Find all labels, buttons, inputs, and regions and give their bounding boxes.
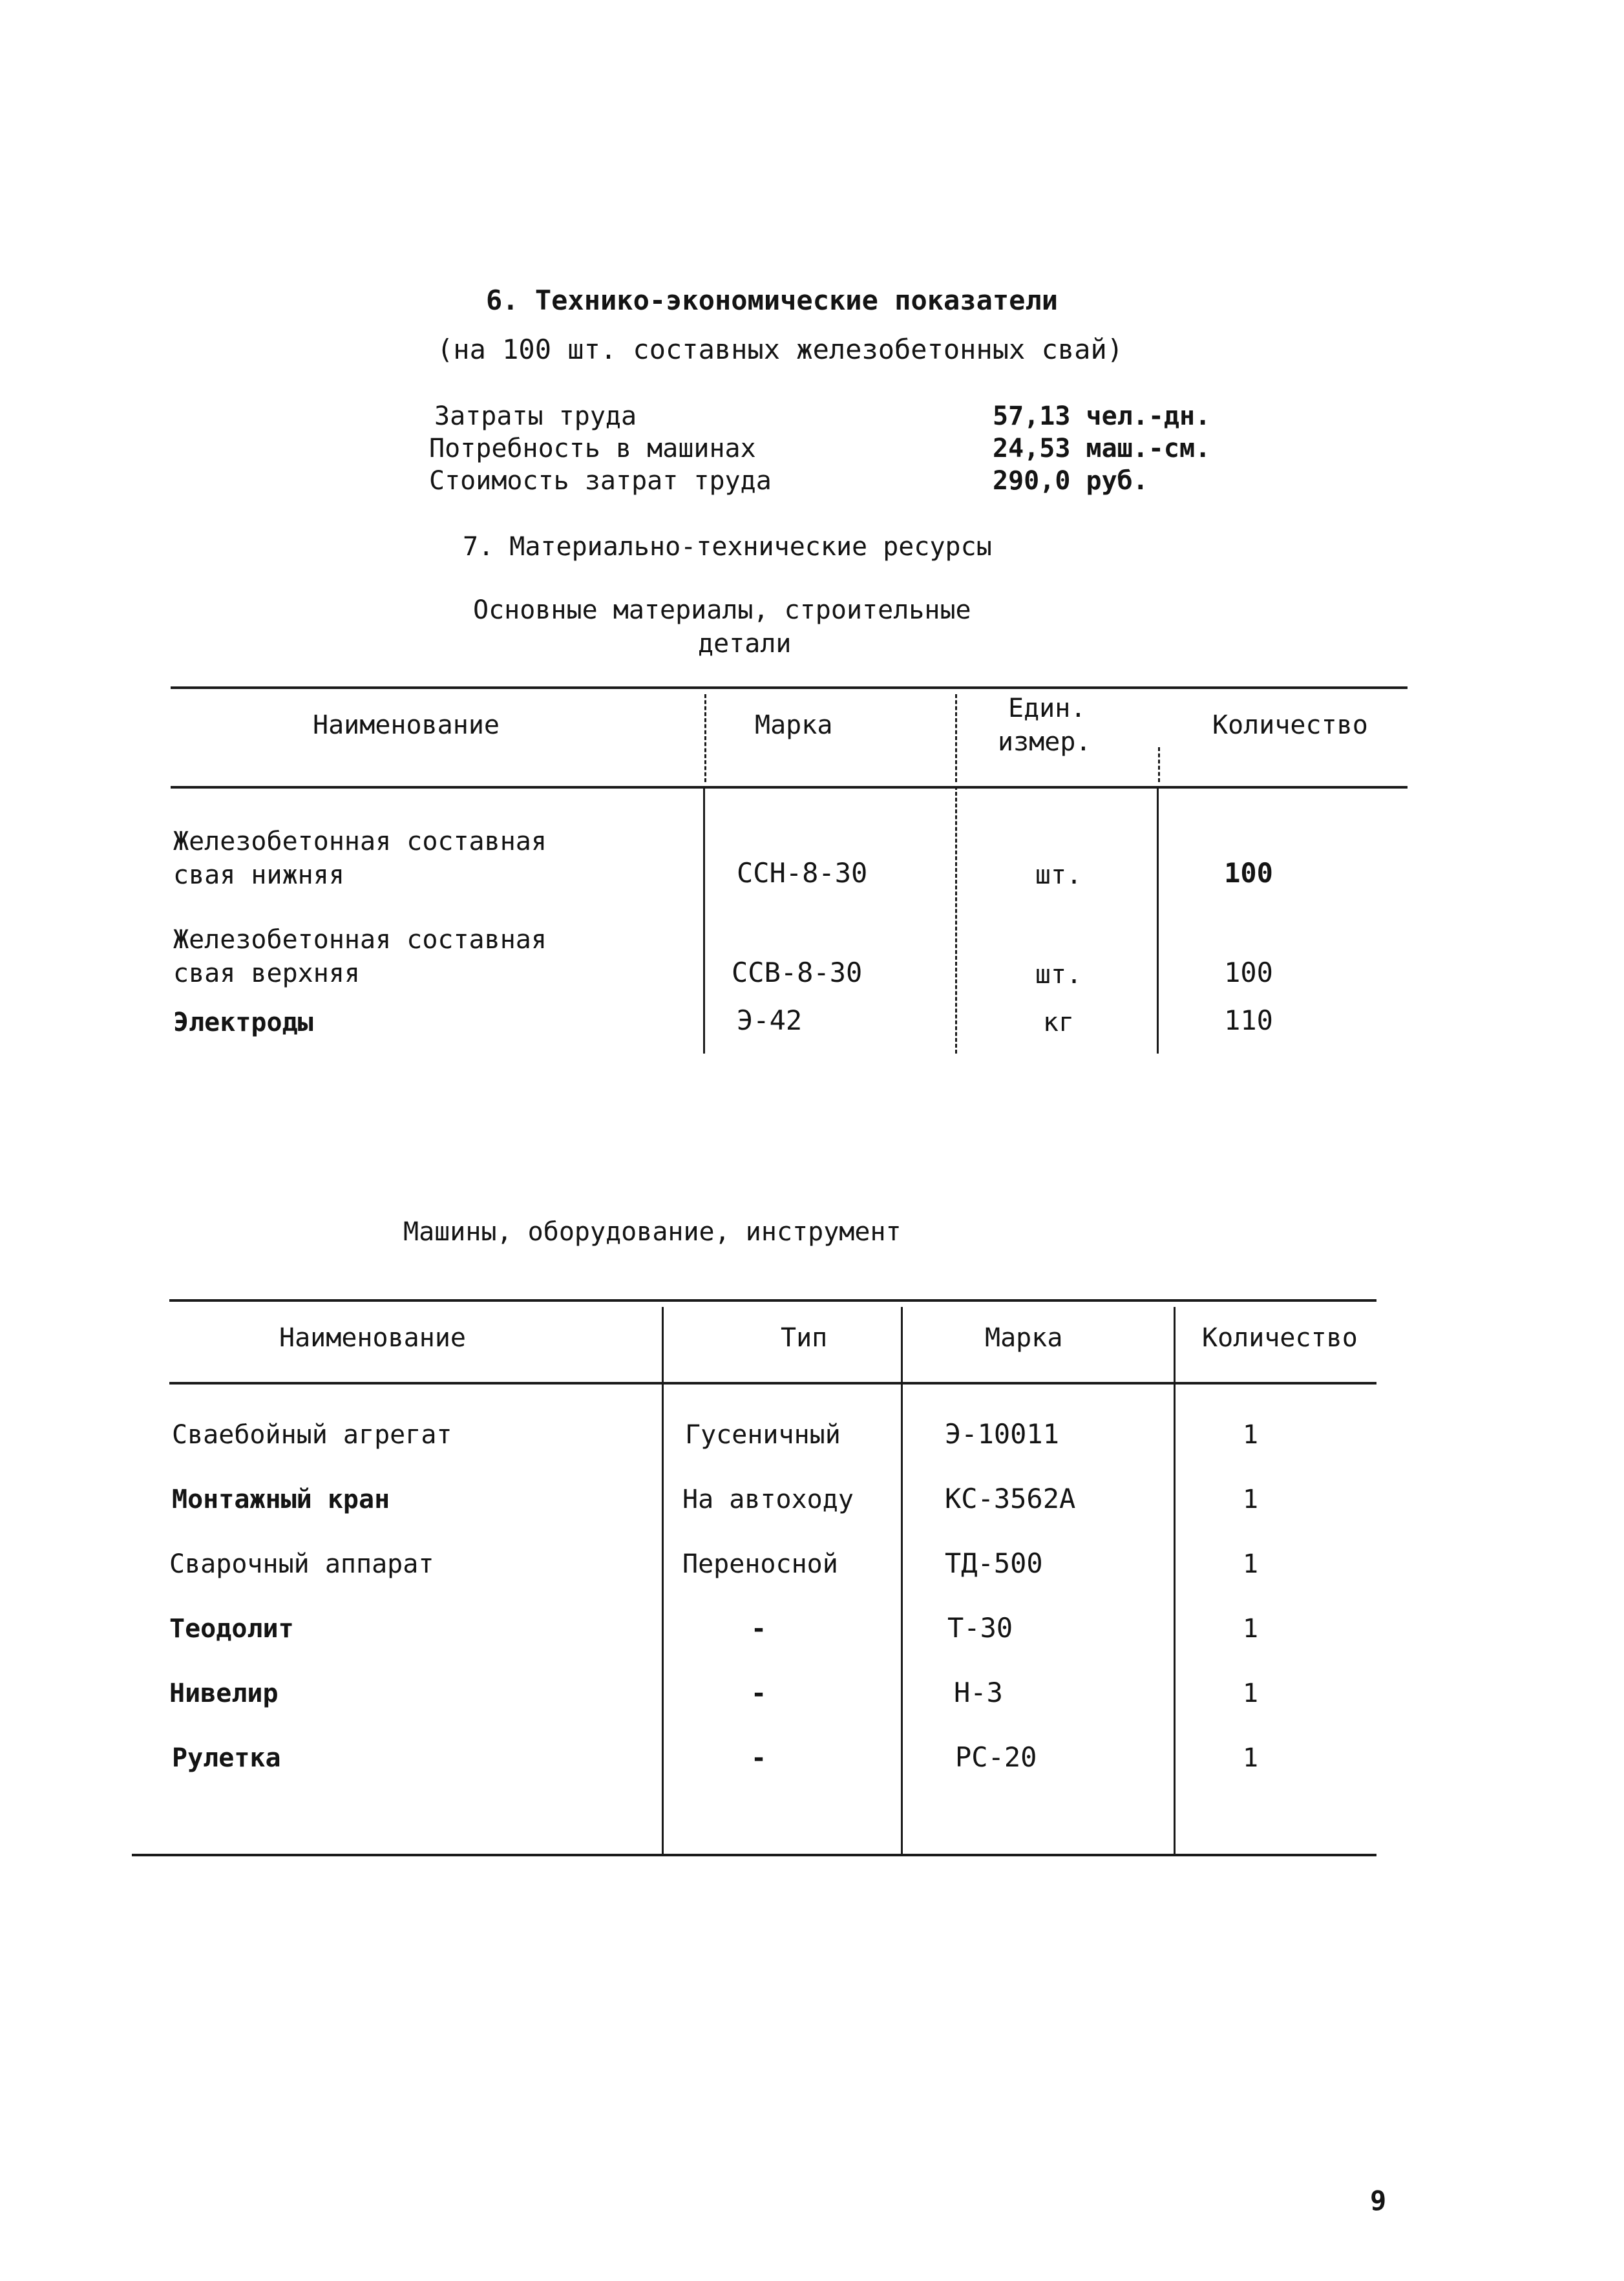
section6-subheading: (на 100 шт. составных железобетонных свай) [437,334,1124,365]
material-quantity: 100 [1224,857,1273,889]
column-header-quantity: Количество [1202,1323,1358,1353]
machine-type: - [750,1614,767,1644]
column-divider [1157,786,1159,1054]
material-name-cont: свая нижняя [173,860,344,890]
machine-quantity: 1 [1242,1614,1259,1644]
column-header-mark: Марка [755,710,833,740]
machine-name: Монтажный кран [172,1485,390,1514]
machine-type: Гусеничный [685,1420,841,1450]
machines-caption: Машины, оборудование, инструмент [403,1217,902,1247]
column-header-unit-cont: измер. [998,727,1091,757]
material-name: Железобетонная составная [173,925,547,955]
column-header-quantity: Количество [1212,710,1368,740]
indicator-value: 24,53 маш.-см. [993,434,1211,463]
machine-type: - [750,1679,767,1708]
column-divider [704,694,706,782]
table-header-rule [169,1382,1376,1385]
column-divider [662,1307,664,1854]
column-header-name: Наименование [313,710,500,740]
indicator-value: 290,0 руб. [993,466,1148,496]
section6-heading: 6. Технико-экономические показатели [486,284,1059,316]
material-name: Электроды [173,1008,313,1037]
indicator-label: Затраты труда [434,401,637,431]
machine-mark: РС-20 [955,1741,1037,1773]
material-unit: шт. [1035,860,1082,890]
table-top-rule [171,686,1408,689]
column-divider [955,694,957,782]
machine-quantity: 1 [1242,1679,1259,1708]
machine-type: - [750,1743,767,1773]
machine-quantity: 1 [1242,1485,1259,1514]
column-divider [703,786,705,1054]
machine-name: Сварочный аппарат [169,1549,434,1579]
machine-name: Теодолит [169,1614,294,1644]
section7-heading: 7. Материально-технические ресурсы [463,532,992,562]
material-unit: шт. [1035,960,1082,990]
indicator-label: Стоимость затрат труда [429,466,772,496]
machine-mark: Э-10011 [945,1418,1060,1450]
material-unit: кг [1042,1008,1075,1037]
machine-mark: Т-30 [947,1612,1013,1644]
machine-name: Сваебойный агрегат [172,1420,452,1450]
machine-quantity: 1 [1242,1743,1259,1773]
machine-type: Переносной [682,1549,838,1579]
indicator-label: Потребность в машинах [429,434,756,463]
machine-quantity: 1 [1242,1549,1259,1579]
machine-name: Рулетка [172,1743,281,1773]
material-quantity: 100 [1224,957,1273,988]
machine-type: На автоходу [682,1485,854,1514]
indicator-value: 57,13 чел.-дн. [993,401,1211,431]
material-mark: ССВ-8-30 [732,957,863,988]
column-divider [1174,1307,1176,1854]
material-quantity: 110 [1224,1004,1273,1036]
materials-caption-cont: детали [698,629,792,659]
column-header-name: Наименование [279,1323,466,1353]
machine-mark: Н-3 [954,1677,1003,1708]
material-mark: ССН-8-30 [737,857,868,889]
machine-mark: ТД-500 [945,1547,1043,1579]
material-name: Железобетонная составная [173,827,547,856]
material-mark: Э-42 [737,1004,803,1036]
machine-mark: КС-3562А [945,1483,1076,1514]
table-bottom-rule [132,1854,1376,1856]
column-header-type: Тип [781,1323,828,1353]
column-divider [1158,747,1160,782]
table-top-rule [169,1299,1376,1302]
page-number: 9 [1370,2185,1387,2216]
column-header-mark: Марка [985,1323,1063,1353]
column-header-unit: Един. [1008,694,1086,723]
materials-caption: Основные материалы, строительные [473,595,971,625]
material-name-cont: свая верхняя [173,959,360,988]
machine-quantity: 1 [1242,1420,1259,1450]
machine-name: Нивелир [169,1679,279,1708]
column-divider [955,786,957,1054]
column-divider [901,1307,903,1854]
table-header-rule [171,786,1408,789]
